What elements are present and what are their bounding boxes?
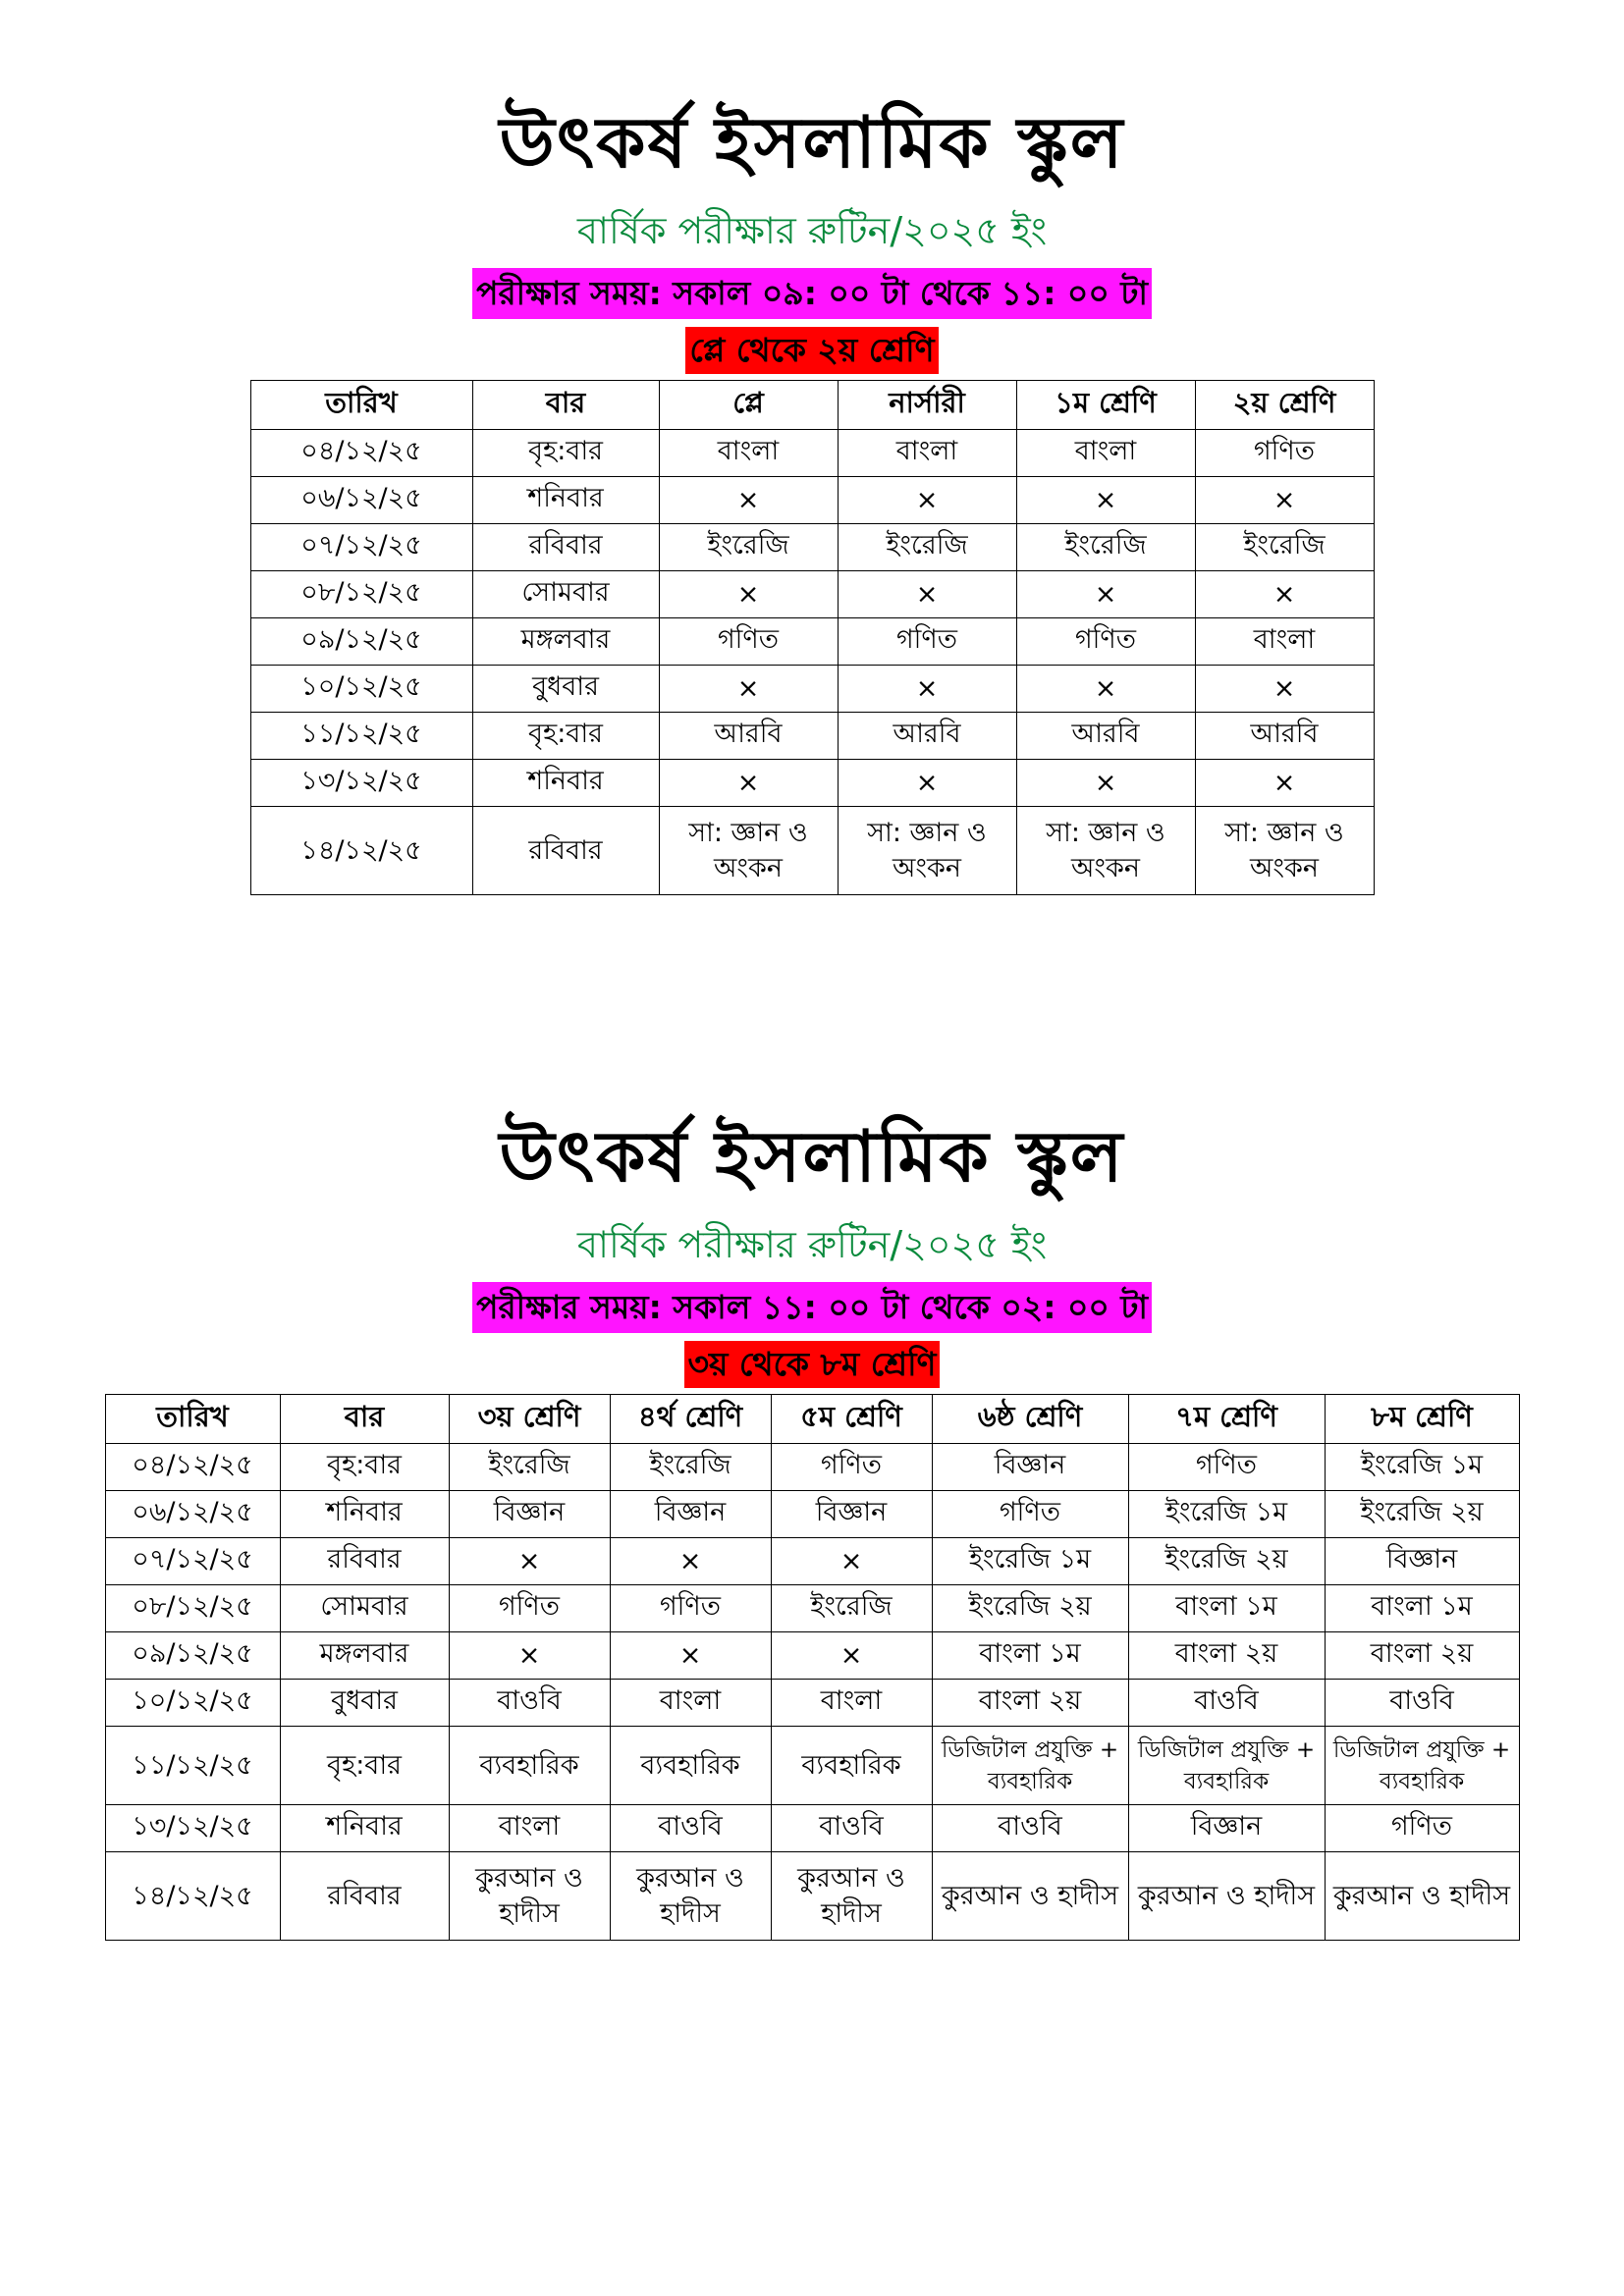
subject-cell: বাওবি: [1325, 1680, 1519, 1727]
subject-cell: গণিত: [838, 618, 1016, 666]
day-cell: বৃহ:বার: [472, 430, 659, 477]
table-row: [250, 666, 1374, 713]
header-cell: ৫ম শ্রেণি: [771, 1395, 932, 1444]
subject-cell: বিজ্ঞান: [449, 1491, 610, 1538]
header-cell: তারিখ: [250, 381, 472, 430]
table-row: [250, 618, 1374, 666]
day-cell: সোমবার: [280, 1585, 449, 1632]
subject-cell: কুরআন ও হাদীস: [771, 1852, 932, 1941]
table-row: [105, 1538, 1519, 1585]
date-cell: ১৩/১২/২৫: [105, 1805, 280, 1852]
subject-cell: কুরআন ও হাদীস: [1128, 1852, 1325, 1941]
day-cell: রবিবার: [472, 807, 659, 895]
subject-cell: ×: [659, 666, 838, 713]
day-cell: শনিবার: [280, 1491, 449, 1538]
table-row: [250, 760, 1374, 807]
subject-cell: ডিজিটাল প্রযুক্তি + ব্যবহারিক: [932, 1727, 1128, 1805]
subject-cell: ইংরেজি ২য়: [932, 1585, 1128, 1632]
subject-cell: কুরআন ও হাদীস: [1325, 1852, 1519, 1941]
date-cell: ০৪/১২/২৫: [250, 430, 472, 477]
table-row: [250, 713, 1374, 760]
subject-cell: সা: জ্ঞান ও অংকন: [659, 807, 838, 895]
date-cell: ১৪/১২/২৫: [105, 1852, 280, 1941]
subject-cell: গণিত: [1325, 1805, 1519, 1852]
date-cell: ১১/১২/২৫: [250, 713, 472, 760]
subject-cell: গণিত: [1016, 618, 1195, 666]
day-cell: সোমবার: [472, 571, 659, 618]
routine-table-1: [250, 380, 1375, 895]
day-cell: রবিবার: [280, 1538, 449, 1585]
table-row: [250, 807, 1374, 895]
day-cell: মঙ্গলবার: [472, 618, 659, 666]
date-cell: ১৪/১২/২৫: [250, 807, 472, 895]
subject-cell: আরবি: [1195, 713, 1374, 760]
table-header-row: [105, 1395, 1519, 1444]
date-cell: ০৯/১২/২৫: [250, 618, 472, 666]
subject-cell: গণিত: [610, 1585, 771, 1632]
date-cell: ১০/১২/২৫: [250, 666, 472, 713]
subject-cell: ×: [1016, 760, 1195, 807]
subject-cell: বাংলা ২য়: [932, 1680, 1128, 1727]
subject-cell: ×: [610, 1538, 771, 1585]
header-cell: ৭ম শ্রেণি: [1128, 1395, 1325, 1444]
subject-cell: সা: জ্ঞান ও অংকন: [1016, 807, 1195, 895]
table-row: [105, 1727, 1519, 1805]
subject-cell: ইংরেজি: [449, 1444, 610, 1491]
header-cell: ১ম শ্রেণি: [1016, 381, 1195, 430]
day-cell: বুধবার: [472, 666, 659, 713]
subject-cell: ব্যবহারিক: [771, 1727, 932, 1805]
date-cell: ০৮/১২/২৫: [105, 1585, 280, 1632]
subject-cell: ইংরেজি ১ম: [932, 1538, 1128, 1585]
subject-cell: ইংরেজি ১ম: [1128, 1491, 1325, 1538]
subject-cell: বাংলা ১ম: [1128, 1585, 1325, 1632]
header-cell: ৬ষ্ঠ শ্রেণি: [932, 1395, 1128, 1444]
subject-cell: বাংলা ১ম: [932, 1632, 1128, 1680]
subject-cell: আরবি: [659, 713, 838, 760]
subject-cell: ×: [771, 1538, 932, 1585]
table-header-row: [250, 381, 1374, 430]
subject-cell: কুরআন ও হাদীস: [932, 1852, 1128, 1941]
table-row: [250, 571, 1374, 618]
day-cell: বুধবার: [280, 1680, 449, 1727]
date-cell: ০৪/১২/২৫: [105, 1444, 280, 1491]
subject-cell: গণিত: [449, 1585, 610, 1632]
table-row: [105, 1805, 1519, 1852]
subject-cell: বাংলা: [771, 1680, 932, 1727]
subject-cell: ডিজিটাল প্রযুক্তি + ব্যবহারিক: [1128, 1727, 1325, 1805]
subject-cell: বিজ্ঞান: [932, 1444, 1128, 1491]
subject-cell: গণিত: [932, 1491, 1128, 1538]
date-cell: ১০/১২/২৫: [105, 1680, 280, 1727]
subject-cell: বাংলা ২য়: [1325, 1632, 1519, 1680]
subject-cell: ×: [838, 571, 1016, 618]
subject-cell: বাওবি: [771, 1805, 932, 1852]
subject-cell: ×: [1195, 571, 1374, 618]
date-cell: ০৬/১২/২৫: [250, 477, 472, 524]
header-cell: ২য় শ্রেণি: [1195, 381, 1374, 430]
subject-cell: আরবি: [838, 713, 1016, 760]
class-range-banner: প্লে থেকে ২য় শ্রেণি: [685, 327, 938, 374]
header-cell: নার্সারী: [838, 381, 1016, 430]
day-cell: মঙ্গলবার: [280, 1632, 449, 1680]
subject-cell: কুরআন ও হাদীস: [449, 1852, 610, 1941]
subject-cell: ×: [838, 760, 1016, 807]
header-cell: বার: [280, 1395, 449, 1444]
subject-cell: ইংরেজি: [610, 1444, 771, 1491]
routine-section-play-to-class2: [0, 93, 1624, 895]
subject-cell: গণিত: [1128, 1444, 1325, 1491]
header-cell: প্লে: [659, 381, 838, 430]
subject-cell: বাংলা: [449, 1805, 610, 1852]
exam-time-banner: পরীক্ষার সময়: সকাল ১১: ০০ টা থেকে ০২: ০০ টা: [472, 1282, 1152, 1333]
table-row: [105, 1444, 1519, 1491]
subject-cell: সা: জ্ঞান ও অংকন: [838, 807, 1016, 895]
subject-cell: ×: [659, 760, 838, 807]
subject-cell: বাওবি: [1128, 1680, 1325, 1727]
subject-cell: ×: [1016, 571, 1195, 618]
subject-cell: গণিত: [659, 618, 838, 666]
subject-cell: ব্যবহারিক: [449, 1727, 610, 1805]
subject-cell: বাওবি: [449, 1680, 610, 1727]
subject-cell: ×: [838, 477, 1016, 524]
subject-cell: ×: [659, 477, 838, 524]
subject-cell: সা: জ্ঞান ও অংকন: [1195, 807, 1374, 895]
subject-cell: ইংরেজি: [659, 524, 838, 571]
subject-cell: ইংরেজি ১ম: [1325, 1444, 1519, 1491]
header-cell: ৮ম শ্রেণি: [1325, 1395, 1519, 1444]
subject-cell: ×: [1195, 666, 1374, 713]
routine-subtitle: বার্ষিক পরীক্ষার রুটিন/২০২৫ ইং: [576, 209, 1048, 252]
subject-cell: বিজ্ঞান: [1325, 1538, 1519, 1585]
subject-cell: গণিত: [771, 1444, 932, 1491]
routine-subtitle: বার্ষিক পরীক্ষার রুটিন/২০২৫ ইং: [576, 1223, 1048, 1266]
table-row: [105, 1632, 1519, 1680]
subject-cell: ব্যবহারিক: [610, 1727, 771, 1805]
date-cell: ১১/১২/২৫: [105, 1727, 280, 1805]
date-cell: ০৬/১২/২৫: [105, 1491, 280, 1538]
subject-cell: ×: [1195, 477, 1374, 524]
subject-cell: ইংরেজি ২য়: [1325, 1491, 1519, 1538]
day-cell: রবিবার: [472, 524, 659, 571]
subject-cell: বাওবি: [610, 1805, 771, 1852]
school-name-title: উৎকর্ষ ইসলামিক স্কুল: [499, 1114, 1125, 1198]
subject-cell: বাংলা: [610, 1680, 771, 1727]
date-cell: ০৭/১২/২৫: [250, 524, 472, 571]
exam-time-banner: পরীক্ষার সময়: সকাল ০৯: ০০ টা থেকে ১১: ০০ টা: [472, 268, 1152, 319]
subject-cell: ইংরেজি: [1195, 524, 1374, 571]
header-cell: ৩য় শ্রেণি: [449, 1395, 610, 1444]
date-cell: ০৮/১২/২৫: [250, 571, 472, 618]
school-name-title: উৎকর্ষ ইসলামিক স্কুল: [499, 100, 1125, 184]
subject-cell: ×: [1016, 666, 1195, 713]
day-cell: বৃহ:বার: [280, 1444, 449, 1491]
subject-cell: ×: [771, 1632, 932, 1680]
subject-cell: বাংলা: [838, 430, 1016, 477]
day-cell: বৃহ:বার: [472, 713, 659, 760]
subject-cell: বাংলা: [1016, 430, 1195, 477]
routine-table-2: [105, 1394, 1520, 1941]
subject-cell: ইংরেজি: [838, 524, 1016, 571]
subject-cell: ×: [449, 1632, 610, 1680]
subject-cell: বিজ্ঞান: [610, 1491, 771, 1538]
subject-cell: ইংরেজি ২য়: [1128, 1538, 1325, 1585]
subject-cell: ×: [838, 666, 1016, 713]
header-cell: বার: [472, 381, 659, 430]
subject-cell: বাংলা ২য়: [1128, 1632, 1325, 1680]
header-cell: ৪র্থ শ্রেণি: [610, 1395, 771, 1444]
subject-cell: ×: [449, 1538, 610, 1585]
subject-cell: ×: [659, 571, 838, 618]
date-cell: ১৩/১২/২৫: [250, 760, 472, 807]
subject-cell: ইংরেজি: [1016, 524, 1195, 571]
day-cell: শনিবার: [280, 1805, 449, 1852]
table-row: [250, 524, 1374, 571]
subject-cell: ডিজিটাল প্রযুক্তি + ব্যবহারিক: [1325, 1727, 1519, 1805]
subject-cell: বাংলা: [1195, 618, 1374, 666]
subject-cell: বিজ্ঞান: [771, 1491, 932, 1538]
subject-cell: ×: [1195, 760, 1374, 807]
subject-cell: গণিত: [1195, 430, 1374, 477]
day-cell: শনিবার: [472, 760, 659, 807]
table-row: [105, 1491, 1519, 1538]
day-cell: শনিবার: [472, 477, 659, 524]
subject-cell: কুরআন ও হাদীস: [610, 1852, 771, 1941]
subject-cell: বিজ্ঞান: [1128, 1805, 1325, 1852]
subject-cell: বাংলা ১ম: [1325, 1585, 1519, 1632]
routine-section-class3-to-class8: [0, 1107, 1624, 1941]
table-row: [250, 477, 1374, 524]
table-row: [250, 430, 1374, 477]
subject-cell: ×: [610, 1632, 771, 1680]
date-cell: ০৯/১২/২৫: [105, 1632, 280, 1680]
subject-cell: ইংরেজি: [771, 1585, 932, 1632]
table-row: [105, 1585, 1519, 1632]
subject-cell: বাংলা: [659, 430, 838, 477]
subject-cell: আরবি: [1016, 713, 1195, 760]
table-row: [105, 1852, 1519, 1941]
date-cell: ০৭/১২/২৫: [105, 1538, 280, 1585]
subject-cell: বাওবি: [932, 1805, 1128, 1852]
header-cell: তারিখ: [105, 1395, 280, 1444]
day-cell: বৃহ:বার: [280, 1727, 449, 1805]
subject-cell: ×: [1016, 477, 1195, 524]
class-range-banner: ৩য় থেকে ৮ম শ্রেণি: [684, 1341, 941, 1388]
day-cell: রবিবার: [280, 1852, 449, 1941]
table-row: [105, 1680, 1519, 1727]
